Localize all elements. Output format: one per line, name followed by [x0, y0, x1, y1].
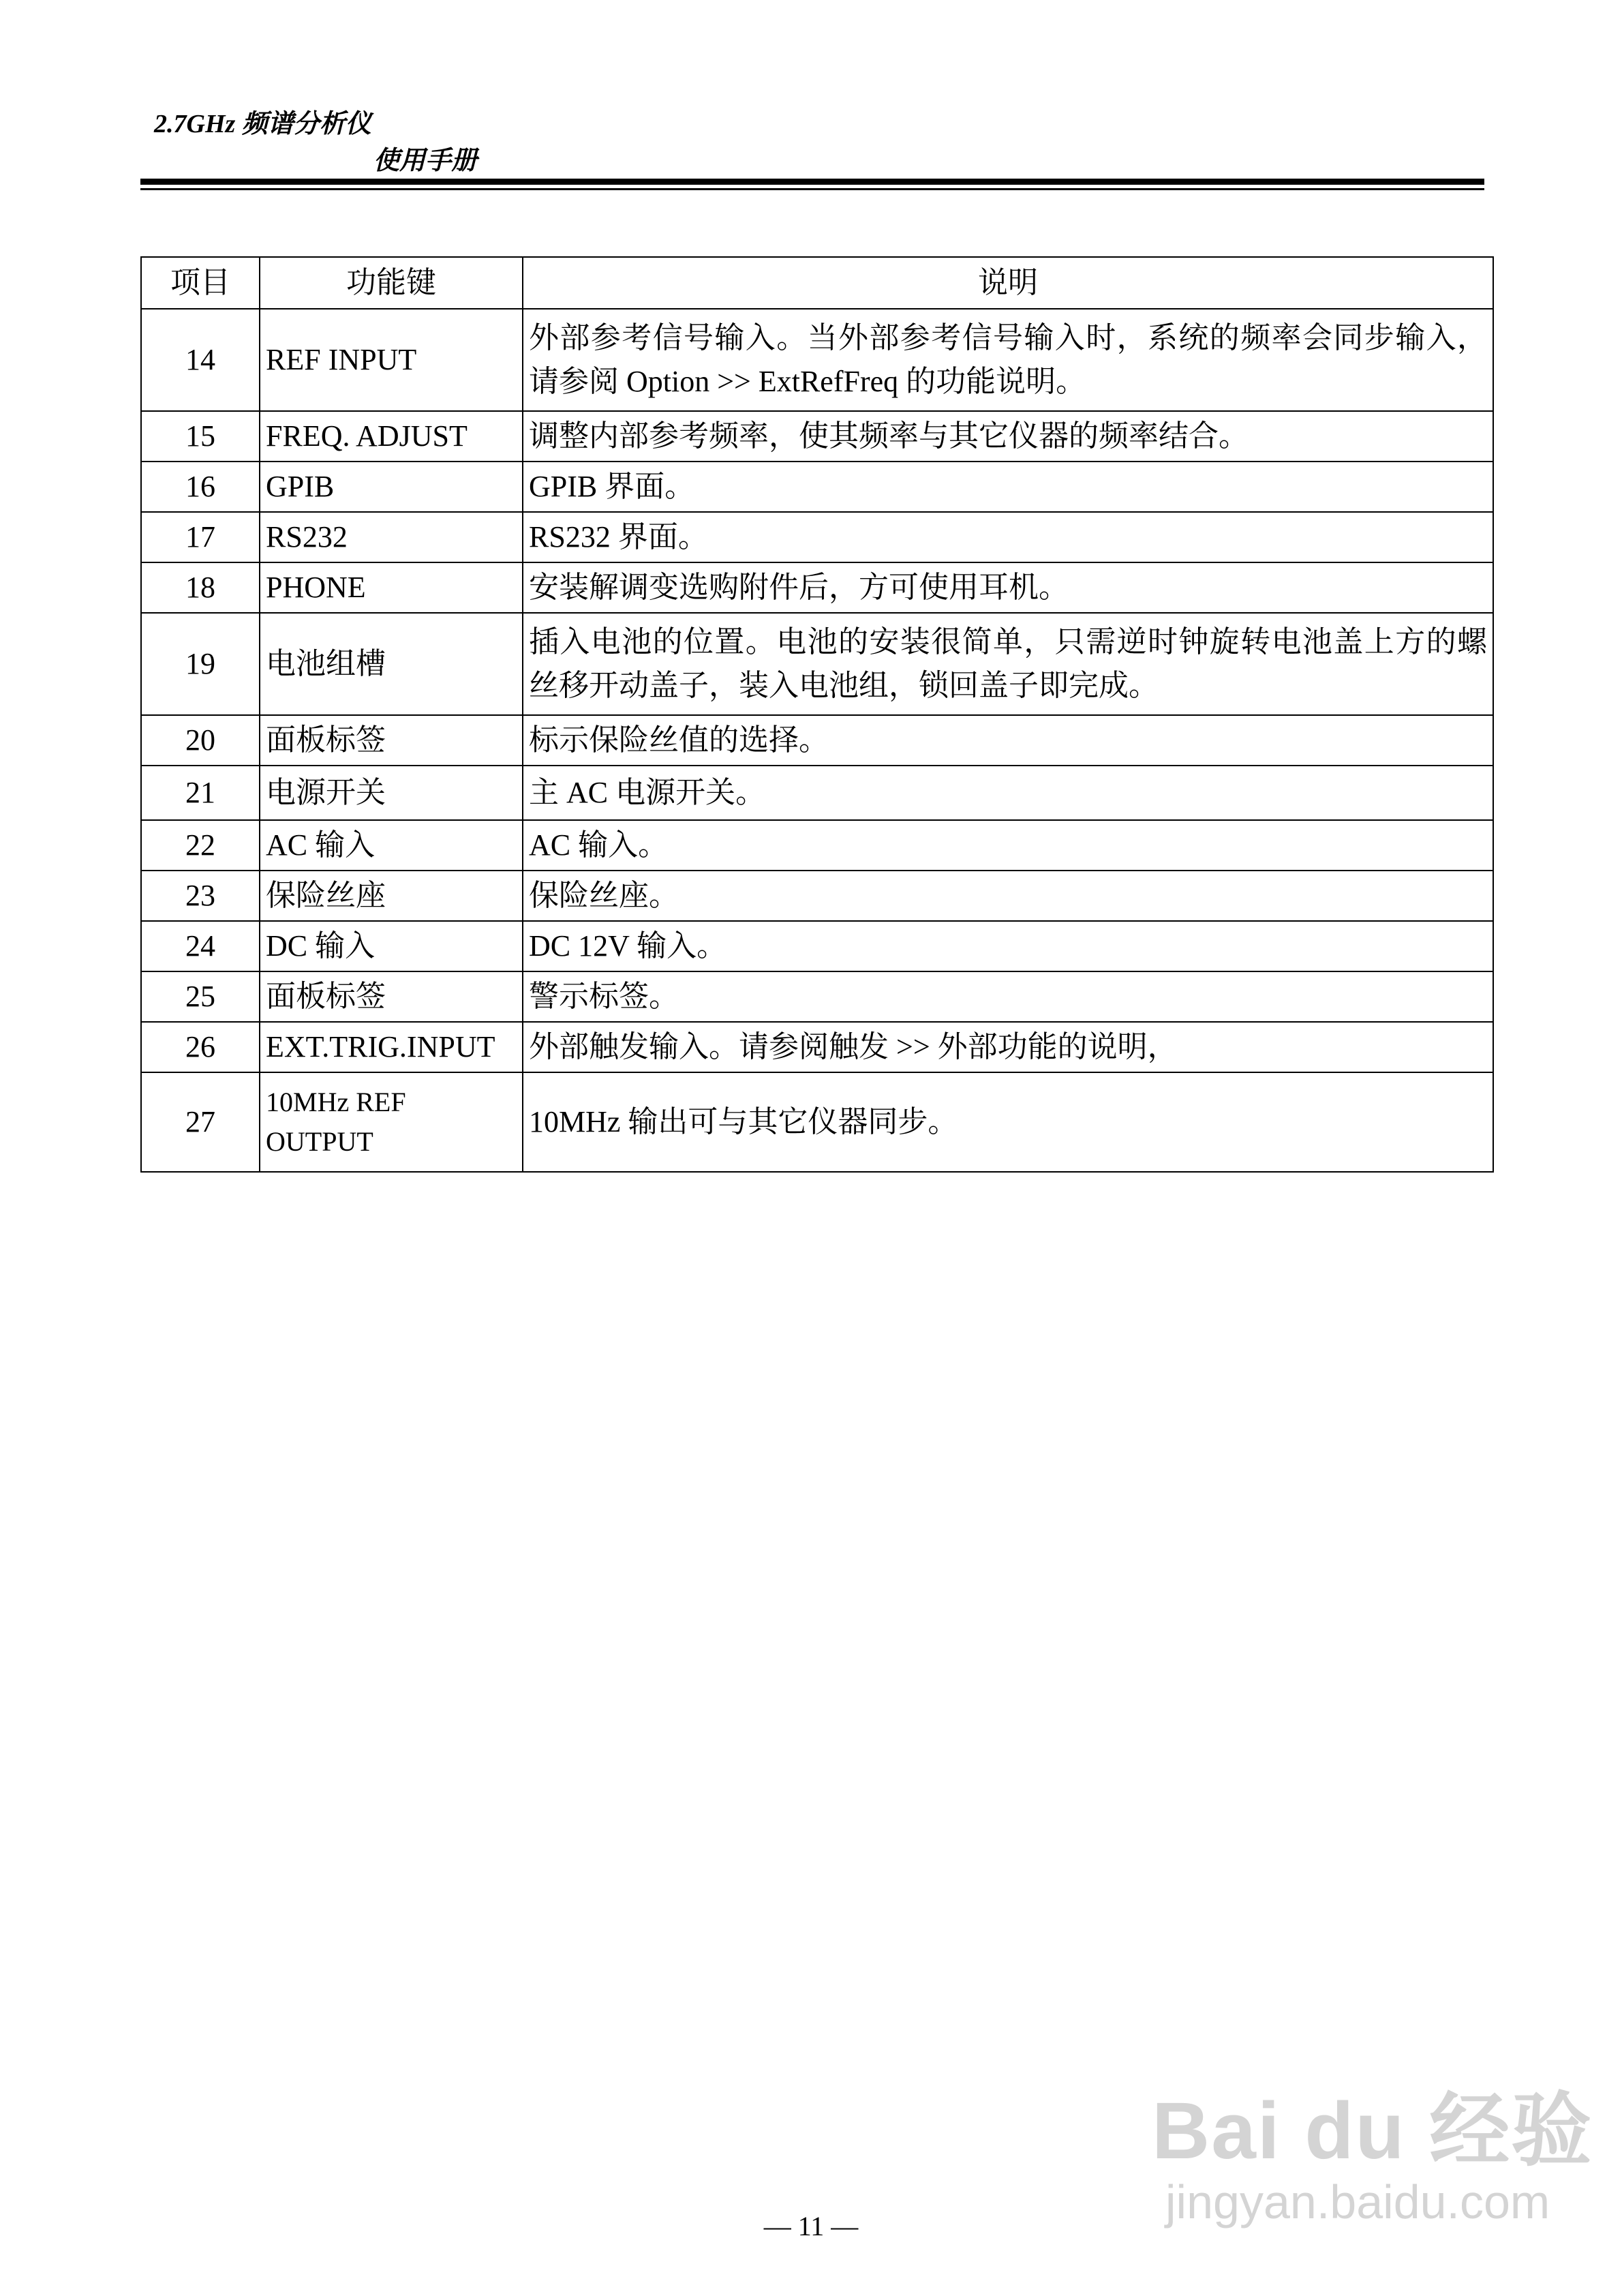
- table-row: [141, 971, 1493, 1022]
- row-number: 19: [141, 613, 260, 715]
- table-row: [141, 1072, 1493, 1172]
- row-description: 外部触发输入。请参阅触发 >> 外部功能的说明，: [523, 1022, 1493, 1072]
- row-key: 保险丝座: [260, 871, 523, 921]
- row-description: 调整内部参考频率，使其频率与其它仪器的频率结合。: [523, 411, 1493, 462]
- row-description: AC 输入。: [523, 820, 1493, 871]
- table-row: [141, 1022, 1493, 1072]
- table-row: [141, 411, 1493, 462]
- column-header-item: 项目: [141, 257, 260, 309]
- function-key-table: [140, 256, 1494, 1173]
- header-rule-thin: [140, 188, 1484, 190]
- watermark-logo: Bai du 经验: [1152, 2086, 1593, 2176]
- page-number: — 11 —: [763, 2211, 859, 2241]
- table-row: [141, 613, 1493, 715]
- row-number: 18: [141, 562, 260, 613]
- row-description: 标示保险丝值的选择。: [523, 715, 1493, 766]
- row-key: 面板标签: [260, 971, 523, 1022]
- column-header-key: 功能键: [260, 257, 523, 309]
- row-key: 10MHz REF OUTPUT: [260, 1072, 523, 1172]
- table-row: [141, 512, 1493, 562]
- row-description: 警示标签。: [523, 971, 1493, 1022]
- row-description: 10MHz 输出可与其它仪器同步。: [523, 1072, 1493, 1172]
- row-number: 23: [141, 871, 260, 921]
- table-row: [141, 766, 1493, 820]
- table-row: [141, 462, 1493, 512]
- row-number: 14: [141, 309, 260, 411]
- watermark-url: jingyan.baidu.com: [1165, 2175, 1550, 2229]
- row-key: 电源开关: [260, 766, 523, 820]
- table-row: [141, 871, 1493, 921]
- header-rule-thick: [140, 179, 1484, 185]
- row-number: 17: [141, 512, 260, 562]
- row-key: EXT.TRIG.INPUT: [260, 1022, 523, 1072]
- row-description: 外部参考信号输入。当外部参考信号输入时，系统的频率会同步输入，请参阅 Option >> ExtRefFreq 的功能说明。: [523, 309, 1493, 411]
- row-description: RS232 界面。: [523, 512, 1493, 562]
- row-number: 16: [141, 462, 260, 512]
- table-row: [141, 820, 1493, 871]
- column-header-desc: 说明: [523, 257, 1493, 309]
- row-key: DC 输入: [260, 921, 523, 971]
- table-row: [141, 309, 1493, 411]
- row-key: FREQ. ADJUST: [260, 411, 523, 462]
- row-number: 25: [141, 971, 260, 1022]
- row-key: GPIB: [260, 462, 523, 512]
- row-key: 电池组槽: [260, 613, 523, 715]
- row-description: 主 AC 电源开关。: [523, 766, 1493, 820]
- table-row: [141, 715, 1493, 766]
- table-header-row: [141, 257, 1493, 309]
- row-description: 安装解调变选购附件后，方可使用耳机。: [523, 562, 1493, 613]
- table-row: [141, 562, 1493, 613]
- row-description: GPIB 界面。: [523, 462, 1493, 512]
- header-subtitle: 使用手册: [373, 147, 478, 175]
- row-number: 24: [141, 921, 260, 971]
- row-key: 面板标签: [260, 715, 523, 766]
- row-number: 21: [141, 766, 260, 820]
- row-key: AC 输入: [260, 820, 523, 871]
- row-description: 保险丝座。: [523, 871, 1493, 921]
- row-key: PHONE: [260, 562, 523, 613]
- row-description: DC 12V 输入。: [523, 921, 1493, 971]
- row-key: REF INPUT: [260, 309, 523, 411]
- row-key: RS232: [260, 512, 523, 562]
- table-row: [141, 921, 1493, 971]
- row-number: 27: [141, 1072, 260, 1172]
- row-number: 26: [141, 1022, 260, 1072]
- row-number: 15: [141, 411, 260, 462]
- header-title: 2.7GHz 频谱分析仪: [154, 110, 371, 138]
- row-number: 22: [141, 820, 260, 871]
- row-description: 插入电池的位置。电池的安装很简单，只需逆时钟旋转电池盖上方的螺丝移开动盖子，装入电池组，锁回盖子即完成。: [523, 613, 1493, 715]
- row-number: 20: [141, 715, 260, 766]
